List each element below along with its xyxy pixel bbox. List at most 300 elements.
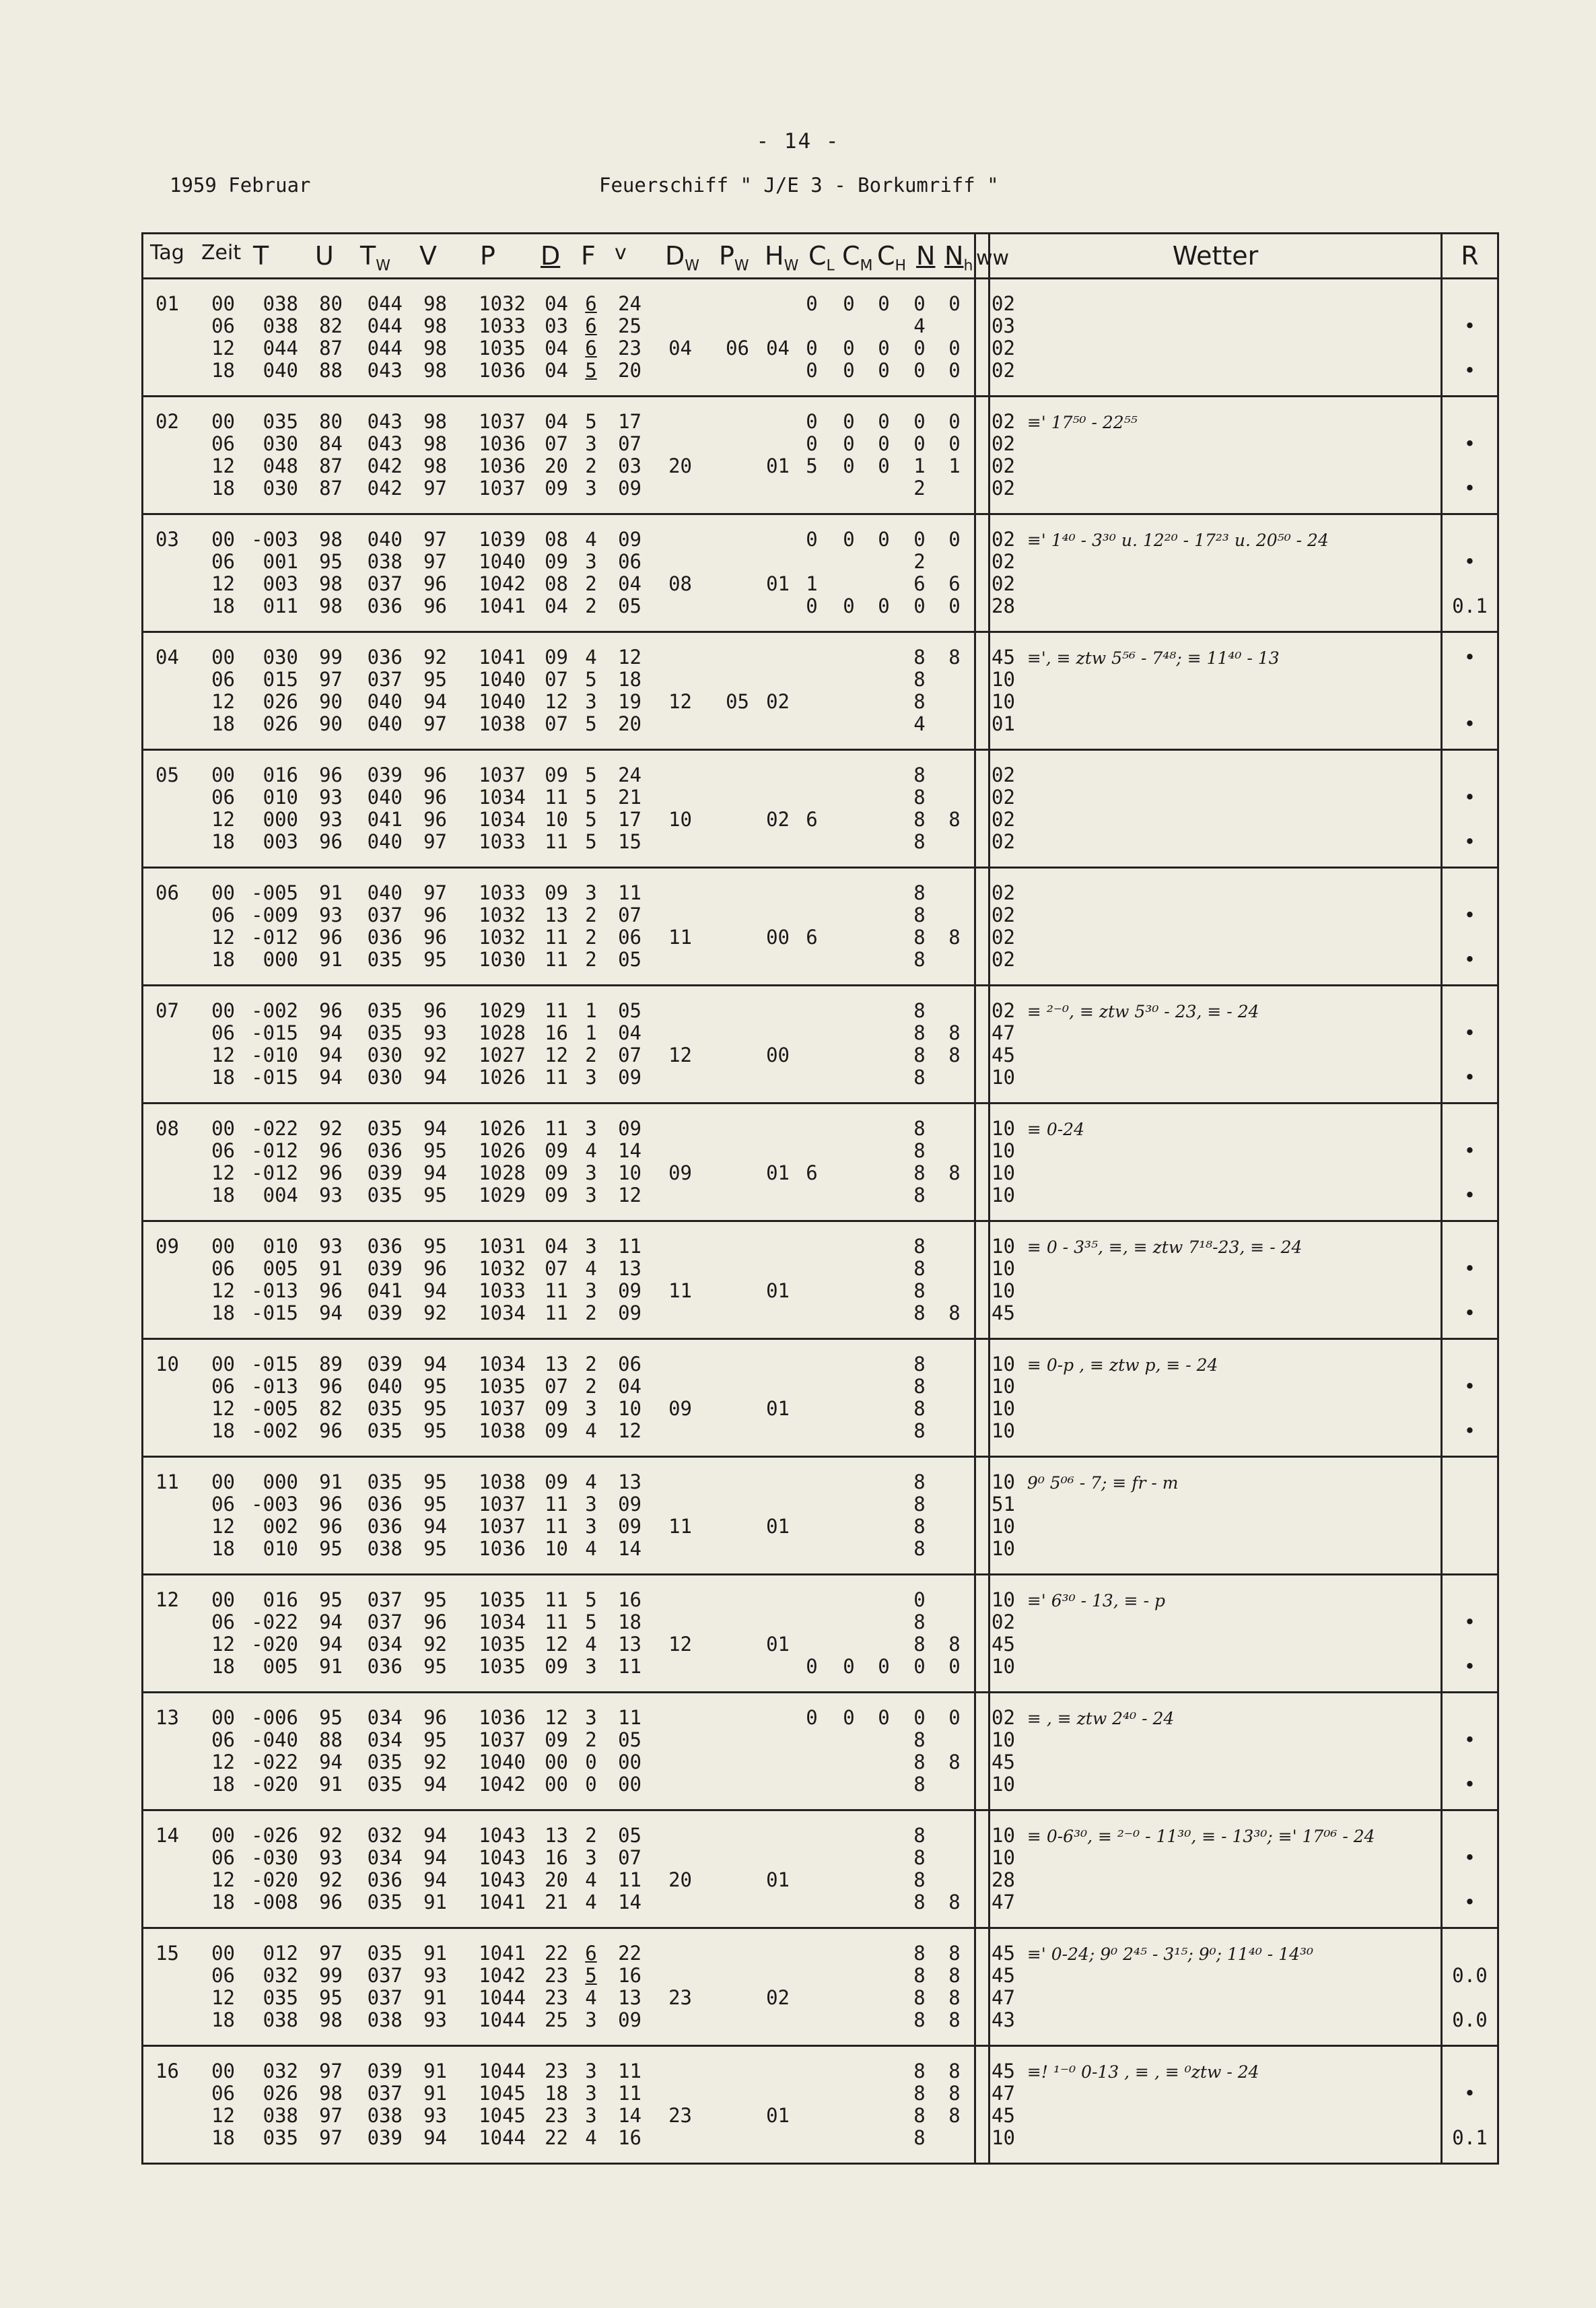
time-cell: 12 <box>211 1397 235 1420</box>
air-temp-cell: 038 <box>263 292 298 315</box>
time-cell: 06 <box>211 1375 235 1398</box>
wind-direction-cell: 20 <box>545 1868 568 1891</box>
cloud-cover-cell: 8 <box>913 1610 926 1633</box>
wind-direction-cell: 12 <box>545 1633 568 1656</box>
time-cell: 12 <box>211 454 235 477</box>
humidity-cell: 94 <box>319 1066 343 1089</box>
wind-direction-cell: 11 <box>545 1279 568 1302</box>
air-temp-cell: -020 <box>251 1633 298 1656</box>
wind-force-cell: 5 <box>585 830 597 853</box>
cloud-high-cell: 0 <box>878 454 890 477</box>
wind-speed-cell: 09 <box>618 1493 641 1516</box>
pressure-cell: 1036 <box>479 454 526 477</box>
wind-direction-cell: 23 <box>545 2104 568 2127</box>
humidity-cell: 99 <box>319 1964 343 1987</box>
time-cell: 00 <box>211 881 235 904</box>
wind-force-cell: 3 <box>585 2008 597 2031</box>
humidity-cell: 87 <box>319 454 343 477</box>
time-cell: 06 <box>211 1493 235 1516</box>
precipitation-cell <box>1443 529 1497 551</box>
wind-direction-cell: 13 <box>545 1824 568 1847</box>
humidity-cell: 94 <box>319 1021 343 1044</box>
cloud-low-cell: 0 <box>806 359 818 382</box>
air-temp-cell: -009 <box>251 904 298 926</box>
humidity-cell: 96 <box>319 763 343 786</box>
wind-direction-cell: 13 <box>545 1353 568 1376</box>
ww-codes <box>975 1693 990 1810</box>
humidity-cell: 91 <box>319 1257 343 1280</box>
time-cell: 18 <box>211 948 235 971</box>
precipitation-cell <box>1443 1118 1497 1140</box>
pressure-cell: 1036 <box>479 1706 526 1729</box>
precipitation-cell <box>1443 337 1497 360</box>
wind-speed-cell: 11 <box>618 1868 641 1891</box>
air-temp-cell: 005 <box>263 1655 298 1678</box>
observation-row <box>143 809 974 831</box>
wave-direction-cell: 23 <box>668 2104 692 2127</box>
wind-direction-cell: 04 <box>545 292 568 315</box>
time-cell: 06 <box>211 786 235 809</box>
wind-speed-cell: 04 <box>618 1021 641 1044</box>
humidity-cell: 96 <box>319 1493 343 1516</box>
visibility-cell: 96 <box>423 1610 447 1633</box>
day-number: 05 <box>155 763 179 786</box>
cloud-cover-cell: 8 <box>913 1184 926 1207</box>
visibility-cell: 97 <box>423 550 447 573</box>
air-temp-cell: 010 <box>263 1537 298 1560</box>
visibility-cell: 93 <box>423 1964 447 1987</box>
precipitation-cell: • <box>1463 1891 1476 1913</box>
weather-note-line <box>990 1633 1441 1656</box>
dw-header-label: $D_W$ <box>665 241 700 275</box>
ww-code-cell: 45 <box>992 1633 1015 1656</box>
visibility-cell: 91 <box>423 2060 447 2082</box>
air-temp-cell: 000 <box>263 948 298 971</box>
wind-speed-cell: 04 <box>618 572 641 595</box>
wind-force-cell: 2 <box>585 904 597 926</box>
precipitation-cell <box>1443 2105 1497 2127</box>
observation-row <box>143 1398 974 1420</box>
time-cell: 00 <box>211 763 235 786</box>
day-observations <box>143 1928 975 2046</box>
humidity-cell: 93 <box>319 904 343 926</box>
time-cell: 18 <box>211 1537 235 1560</box>
ww-code-cell: 02 <box>992 830 1015 853</box>
precipitation-cell <box>1443 1471 1497 1493</box>
weather-remark: ≡', ≡ ztw 5⁵⁶ - 7⁴⁸; ≡ 11⁴⁰ - 13 <box>1027 648 1280 668</box>
cloud-cover-cell: 8 <box>913 668 926 691</box>
observation-row <box>143 1589 974 1611</box>
precipitation-values <box>1442 2046 1498 2164</box>
wind-speed-cell: 05 <box>618 948 641 971</box>
pressure-cell: 1044 <box>479 2008 526 2031</box>
wind-speed-cell: 24 <box>618 292 641 315</box>
day-observations <box>143 2046 975 2164</box>
precipitation-cell <box>1443 1000 1497 1022</box>
air-temp-cell: 030 <box>263 646 298 669</box>
visibility-cell: 98 <box>423 337 447 360</box>
wind-speed-cell: 11 <box>618 1706 641 1729</box>
wind-force-cell: 5 <box>585 410 597 433</box>
cloud-high-cell: 0 <box>878 528 890 551</box>
table-header-row <box>143 234 1498 279</box>
wind-direction-cell: 11 <box>545 1493 568 1516</box>
f-header-label: F <box>581 241 596 271</box>
wind-speed-cell: 13 <box>618 1986 641 2009</box>
ww-code-cell: 02 <box>992 786 1015 809</box>
day-observations <box>143 632 975 750</box>
visibility-cell: 94 <box>423 1161 447 1184</box>
air-temp-cell: -012 <box>251 1161 298 1184</box>
low-cloud-cover-cell: 8 <box>948 1964 961 1987</box>
ww-code-cell: 02 <box>992 337 1015 360</box>
time-cell: 12 <box>211 1044 235 1066</box>
wind-speed-cell: 16 <box>618 1964 641 1987</box>
wind-force-cell: 5 <box>585 786 597 809</box>
ww-code-cell: 02 <box>992 432 1015 455</box>
pressure-cell: 1035 <box>479 1375 526 1398</box>
pressure-cell: 1045 <box>479 2104 526 2127</box>
wind-force-cell: 5 <box>585 712 597 735</box>
ww-code-cell: 45 <box>992 2104 1015 2127</box>
observation-row <box>143 646 974 669</box>
humidity-cell: 93 <box>319 1184 343 1207</box>
ww-code-cell: 10 <box>992 1655 1015 1678</box>
weather-note-line <box>990 1493 1441 1516</box>
wave-height-cell: 01 <box>766 454 790 477</box>
day-number: 07 <box>155 999 179 1022</box>
ww-code-cell: 45 <box>992 646 1015 669</box>
wind-force-cell: 2 <box>585 926 597 949</box>
weather-note-line <box>990 595 1441 617</box>
water-temp-cell: 036 <box>367 1868 403 1891</box>
pressure-cell: 1029 <box>479 1184 526 1207</box>
cloud-mid-cell: 0 <box>843 1655 855 1678</box>
wind-direction-cell: 12 <box>545 1044 568 1066</box>
ww-code-cell: 01 <box>992 712 1015 735</box>
wind-direction-cell: 03 <box>545 314 568 337</box>
weather-note-line <box>990 337 1441 360</box>
air-temp-cell: -015 <box>251 1066 298 1089</box>
wind-direction-cell: 07 <box>545 712 568 735</box>
water-temp-cell: 040 <box>367 830 403 853</box>
visibility-cell: 95 <box>423 1139 447 1162</box>
pressure-cell: 1037 <box>479 477 526 500</box>
wind-direction-cell: 09 <box>545 477 568 500</box>
air-temp-cell: 026 <box>263 690 298 713</box>
visibility-cell: 92 <box>423 1633 447 1656</box>
ww-code-cell: 10 <box>992 1353 1015 1376</box>
air-temp-cell: 003 <box>263 572 298 595</box>
time-cell: 00 <box>211 1235 235 1258</box>
low-cloud-cover-cell: 8 <box>948 2104 961 2127</box>
observation-row <box>143 1044 974 1066</box>
wind-speed-cell: 09 <box>618 1301 641 1324</box>
observation-row <box>143 831 974 853</box>
ww-code-cell: 47 <box>992 1986 1015 2009</box>
cloud-cover-cell: 8 <box>913 1257 926 1280</box>
observation-row <box>143 293 974 315</box>
cloud-high-cell: 0 <box>878 337 890 360</box>
cloud-low-cell: 0 <box>806 432 818 455</box>
observation-row <box>143 1280 974 1302</box>
visibility-cell: 95 <box>423 1537 447 1560</box>
observation-row <box>143 691 974 713</box>
cloud-low-cell: 0 <box>806 337 818 360</box>
time-cell: 18 <box>211 1301 235 1324</box>
ww-code-cell: 02 <box>992 999 1015 1022</box>
water-temp-cell: 038 <box>367 2104 403 2127</box>
visibility-cell: 91 <box>423 1942 447 1965</box>
observation-row <box>143 1707 974 1729</box>
visibility-cell: 94 <box>423 1066 447 1089</box>
wind-force-cell: 4 <box>585 2126 597 2149</box>
cloud-high-cell: 0 <box>878 432 890 455</box>
air-temp-cell: 004 <box>263 1184 298 1207</box>
observation-row <box>143 551 974 573</box>
observation-row <box>143 764 974 786</box>
precipitation-cell: • <box>1463 1139 1476 1162</box>
wave-direction-cell: 12 <box>668 690 692 713</box>
observation-row <box>143 904 974 926</box>
weather-remark: ≡ 0-24 <box>1027 1120 1084 1139</box>
observation-row <box>143 1140 974 1162</box>
humidity-cell: 89 <box>319 1353 343 1376</box>
air-temp-cell: 044 <box>263 337 298 360</box>
ww-code-cell: 47 <box>992 1021 1015 1044</box>
wind-direction-cell: 10 <box>545 808 568 831</box>
wind-direction-cell: 23 <box>545 2060 568 2082</box>
wind-force-cell: 5 <box>585 359 597 382</box>
visibility-cell: 92 <box>423 646 447 669</box>
d-header-label: D <box>541 241 561 271</box>
air-temp-cell: 032 <box>263 2060 298 2082</box>
water-temp-cell: 042 <box>367 477 403 500</box>
water-temp-cell: 044 <box>367 337 403 360</box>
wave-direction-cell: 20 <box>668 1868 692 1891</box>
cloud-mid-cell: 0 <box>843 432 855 455</box>
visibility-cell: 95 <box>423 1728 447 1751</box>
ww-code-cell: 45 <box>992 1964 1015 1987</box>
wind-force-cell: 2 <box>585 595 597 617</box>
observation-row <box>143 455 974 477</box>
pressure-cell: 1037 <box>479 1728 526 1751</box>
day-block-14 <box>143 1810 1498 1928</box>
time-cell: 12 <box>211 1986 235 2009</box>
day-block-08 <box>143 1104 1498 1221</box>
wind-direction-cell: 23 <box>545 1986 568 2009</box>
cloud-cover-cell: 8 <box>913 1537 926 1560</box>
ww-code-cell: 10 <box>992 1117 1015 1140</box>
low-cloud-cover-cell: 0 <box>948 595 961 617</box>
day-number: 10 <box>155 1353 179 1376</box>
ww-code-cell: 02 <box>992 808 1015 831</box>
wind-speed-cell: 07 <box>618 1846 641 1869</box>
water-temp-cell: 040 <box>367 528 403 551</box>
cloud-low-cell: 0 <box>806 1655 818 1678</box>
water-temp-cell: 041 <box>367 1279 403 1302</box>
wind-direction-cell: 09 <box>545 1419 568 1442</box>
humidity-cell: 96 <box>319 1279 343 1302</box>
cloud-cover-cell: 8 <box>913 1044 926 1066</box>
wind-force-cell: 3 <box>585 2082 597 2105</box>
low-cloud-cover-cell: 8 <box>948 1161 961 1184</box>
air-temp-cell: 040 <box>263 359 298 382</box>
wave-height-cell: 01 <box>766 1279 790 1302</box>
weather-note-line <box>990 1398 1441 1420</box>
pressure-cell: 1044 <box>479 2060 526 2082</box>
precipitation-values <box>1442 1104 1498 1221</box>
ch-header-label: $C_H$ <box>877 241 907 275</box>
ww-code-cell: 45 <box>992 1751 1015 1773</box>
cloud-mid-cell: 0 <box>843 410 855 433</box>
air-temp-cell: 002 <box>263 1515 298 1538</box>
low-cloud-cover-cell: 8 <box>948 1986 961 2009</box>
time-cell: 18 <box>211 595 235 617</box>
pressure-cell: 1037 <box>479 1493 526 1516</box>
time-cell: 18 <box>211 1419 235 1442</box>
cloud-cover-cell: 8 <box>913 1301 926 1324</box>
precipitation-cell <box>1443 1280 1497 1302</box>
cloud-cover-cell: 8 <box>913 1846 926 1869</box>
observation-row <box>143 1633 974 1656</box>
observation-row <box>143 1942 974 1965</box>
air-temp-cell: -022 <box>251 1117 298 1140</box>
weather-note-line <box>990 691 1441 713</box>
cloud-cover-cell: 8 <box>913 2008 926 2031</box>
water-temp-cell: 035 <box>367 1773 403 1796</box>
wind-force-cell: 3 <box>585 1184 597 1207</box>
observation-row <box>143 2060 974 2082</box>
weather-notes <box>990 986 1442 1104</box>
weather-log-table <box>141 232 1499 2165</box>
cloud-cover-cell: 8 <box>913 904 926 926</box>
wind-direction-cell: 11 <box>545 1515 568 1538</box>
day-number: 06 <box>155 881 179 904</box>
pressure-cell: 1035 <box>479 1633 526 1656</box>
day-observations <box>143 750 975 868</box>
visibility-cell: 93 <box>423 2104 447 2127</box>
wind-speed-cell: 17 <box>618 410 641 433</box>
humidity-cell: 94 <box>319 1633 343 1656</box>
weather-note-line <box>990 1280 1441 1302</box>
humidity-cell: 96 <box>319 1419 343 1442</box>
wind-force-cell: 4 <box>585 1537 597 1560</box>
ww-codes <box>975 1104 990 1221</box>
precipitation-cell: • <box>1463 1257 1476 1280</box>
wind-force-cell: 4 <box>585 1470 597 1493</box>
visibility-cell: 98 <box>423 314 447 337</box>
wave-period-cell: 06 <box>726 337 749 360</box>
ww-codes <box>975 514 990 632</box>
pressure-cell: 1037 <box>479 1397 526 1420</box>
pressure-cell: 1042 <box>479 1964 526 1987</box>
wind-force-cell: 3 <box>585 550 597 573</box>
low-cloud-cover-cell: 8 <box>948 2008 961 2031</box>
wind-direction-cell: 12 <box>545 1706 568 1729</box>
cloud-cover-cell: 0 <box>913 1706 926 1729</box>
ww-code-cell: 02 <box>992 1610 1015 1633</box>
day-observations <box>143 1457 975 1575</box>
pressure-cell: 1032 <box>479 926 526 949</box>
wind-speed-cell: 18 <box>618 1610 641 1633</box>
precipitation-cell: • <box>1463 477 1476 500</box>
wind-speed-cell: 00 <box>618 1751 641 1773</box>
cloud-cover-cell: 8 <box>913 1117 926 1140</box>
water-temp-cell: 040 <box>367 786 403 809</box>
wind-direction-cell: 09 <box>545 550 568 573</box>
wind-force-cell: 3 <box>585 1279 597 1302</box>
precipitation-values <box>1442 1575 1498 1693</box>
wind-force-cell: 3 <box>585 1397 597 1420</box>
weather-remark: ≡' 17⁵⁰ - 22⁵⁵ <box>1027 413 1138 432</box>
wind-direction-cell: 09 <box>545 1397 568 1420</box>
air-temp-cell: -026 <box>251 1824 298 1847</box>
air-temp-cell: -015 <box>251 1021 298 1044</box>
water-temp-cell: 043 <box>367 432 403 455</box>
wind-force-cell: 3 <box>585 1161 597 1184</box>
wave-direction-cell: 11 <box>668 1279 692 1302</box>
page-number: - 14 - <box>756 129 840 154</box>
ww-code-cell: 10 <box>992 2126 1015 2149</box>
weather-note-line <box>990 433 1441 455</box>
observation-row <box>143 595 974 617</box>
weather-notes <box>990 397 1442 514</box>
wind-force-cell: 4 <box>585 1139 597 1162</box>
wind-force-cell: 2 <box>585 1353 597 1376</box>
low-cloud-cover-cell: 8 <box>948 926 961 949</box>
time-cell: 00 <box>211 1824 235 1847</box>
cloud-cover-cell: 8 <box>913 1773 926 1796</box>
precipitation-values <box>1442 514 1498 632</box>
wind-speed-cell: 07 <box>618 432 641 455</box>
ww-code-cell: 10 <box>992 1419 1015 1442</box>
wind-speed-cell: 25 <box>618 314 641 337</box>
visibility-cell: 96 <box>423 904 447 926</box>
humidity-cell: 92 <box>319 1868 343 1891</box>
precipitation-cell: • <box>1463 1655 1476 1678</box>
pressure-cell: 1034 <box>479 1610 526 1633</box>
weather-notes <box>990 1457 1442 1575</box>
observation-row <box>143 1235 974 1258</box>
precipitation-cell <box>1443 882 1497 904</box>
low-cloud-cover-cell: 8 <box>948 646 961 669</box>
low-cloud-cover-cell: 8 <box>948 1942 961 1965</box>
weather-remark: ≡' 6³⁰ - 13, ≡ - p <box>1027 1591 1165 1610</box>
cloud-cover-cell: 8 <box>913 1633 926 1656</box>
wind-force-cell: 2 <box>585 454 597 477</box>
pressure-cell: 1033 <box>479 830 526 853</box>
cloud-cover-cell: 8 <box>913 1375 926 1398</box>
wave-direction-cell: 20 <box>668 454 692 477</box>
humidity-cell: 97 <box>319 2060 343 2082</box>
precipitation-cell <box>1443 1398 1497 1420</box>
wind-force-cell: 4 <box>585 646 597 669</box>
water-temp-cell: 037 <box>367 668 403 691</box>
wave-height-cell: 01 <box>766 572 790 595</box>
humidity-cell: 95 <box>319 1706 343 1729</box>
time-cell: 18 <box>211 477 235 500</box>
water-temp-cell: 040 <box>367 1375 403 1398</box>
time-cell: 18 <box>211 1655 235 1678</box>
low-cloud-cover-cell: 8 <box>948 2060 961 2082</box>
cloud-cover-cell: 8 <box>913 1470 926 1493</box>
time-cell: 18 <box>211 1773 235 1796</box>
ww-code-cell: 02 <box>992 528 1015 551</box>
air-temp-cell: 035 <box>263 2126 298 2149</box>
water-temp-cell: 039 <box>367 1257 403 1280</box>
wind-speed-cell: 00 <box>618 1773 641 1796</box>
